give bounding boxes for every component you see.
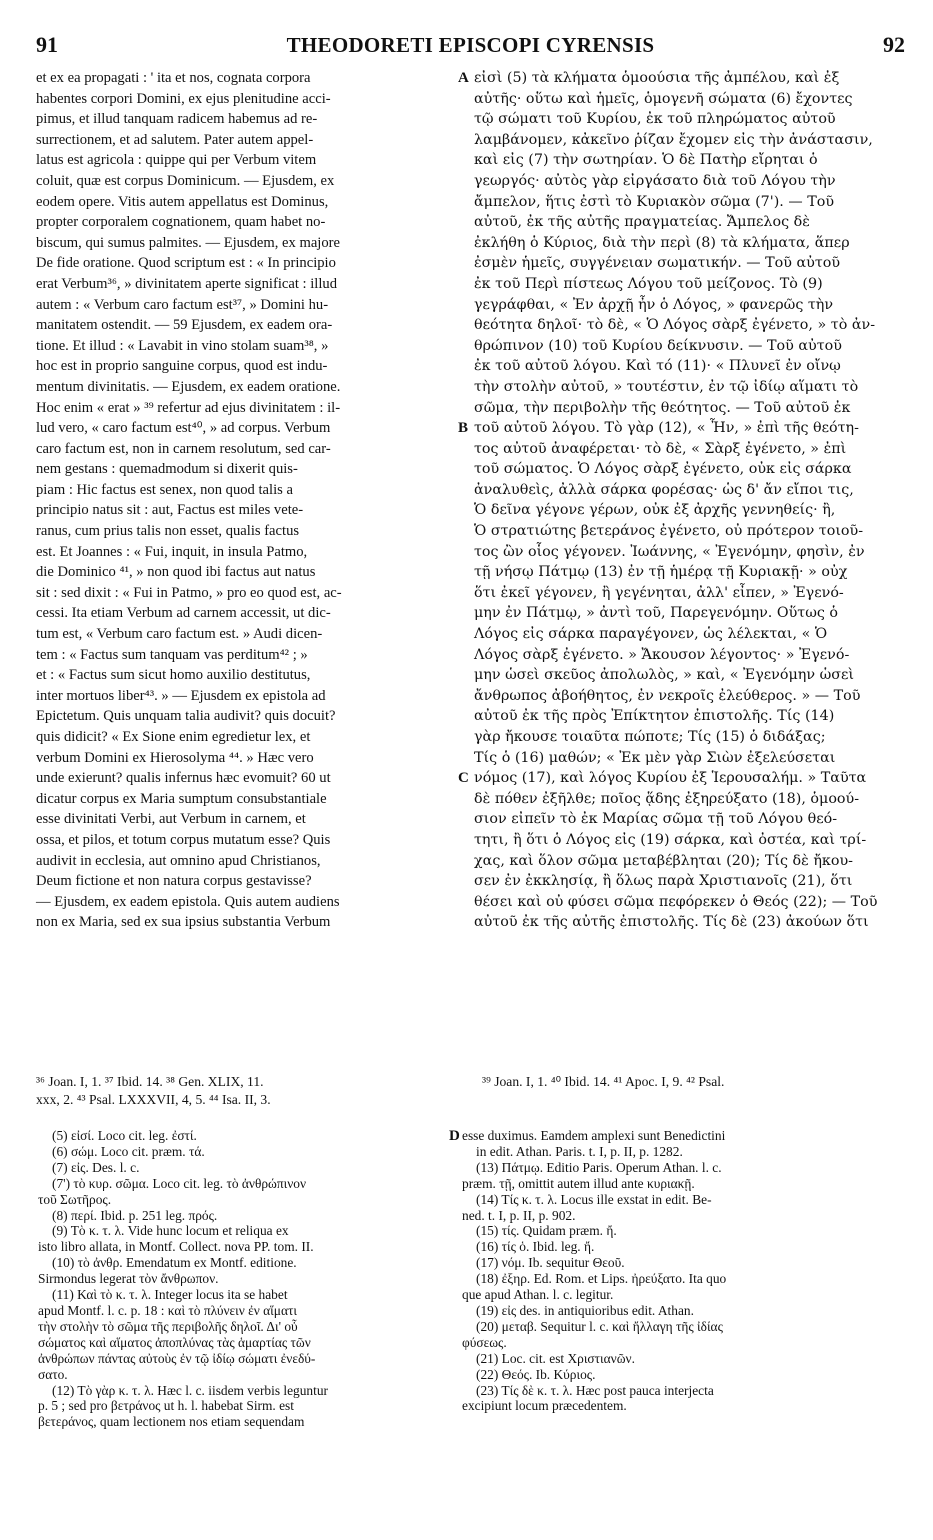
text-line: audivit in ecclesia, aut omnino apud Christianos, xyxy=(36,852,321,869)
text-line: τος αὐτοῦ ἀναφέρεται· τὸ δὲ, « Σὰρξ ἐγένετο, » ἐπὶ xyxy=(474,440,847,457)
text-line: τος ὢν οἷος γέγονεν. Ἰωάννης, « Ἐγενόμην, φησὶν, ἐν xyxy=(474,543,865,560)
text-line: ἀναλυθεὶς, ἀλλὰ σάρκα φορέσας· ὡς δ' ἄν εἴποι τις, xyxy=(474,481,854,498)
text-line: ἐσμὲν ἡμεῖς, συγγένειαν σωματικήν. — Τοῦ αὐτοῦ xyxy=(474,255,841,272)
text-line: τῇ νήσῳ Πάτμῳ (13) ἐν τῇ ἡμέρᾳ τῇ Κυριακῇ· » οὐχ xyxy=(474,564,848,581)
text-line: θρώπινον (10) τοῦ Κυρίου δείκνυσιν. — Τοῦ αὐτοῦ xyxy=(474,337,842,354)
text-line: De fide oratione. Quod scriptum est : « In principio xyxy=(36,255,336,272)
text-line: εἰσὶ (5) τὰ κλήματα ὁμοούσια τῆς ἀμπέλου, καὶ ἐξ xyxy=(474,70,840,86)
footnote-line: τοῦ Σωτῆρος. xyxy=(38,1191,112,1207)
text-line: tem : « Factus sum tanquam vas perditum⁴² ; » xyxy=(36,646,308,663)
running-header xyxy=(36,32,905,64)
footnote-line: βετεράνος, quam lectionem nos etiam sequendam xyxy=(38,1414,305,1430)
text-line: mentum divinitatis. — Ejusdem, ex eadem oratione. xyxy=(36,378,341,395)
text-line: καὶ εἰς (7) τὴν σωτηρίαν. Ὁ δὲ Πατὴρ εἴρηται ὁ xyxy=(474,152,818,169)
text-line: τητι, ἢ ὅτι ὁ Λόγος εἰς (19) σάρκα, καὶ ὀστέα, καὶ τρί- xyxy=(474,831,867,848)
text-line: γὰρ ἤκουσε τοιαῦτα πώποτε; Τίς (15) ὁ διδάξας; xyxy=(474,729,826,745)
text-line: et : « Factus sum sicut homo auxilio destitutus, xyxy=(36,667,311,684)
text-line: αὐτοῦ ἐκ τῆς πρὸς Ἐπίκτητον ἐπιστολῆς. Τίς (14) xyxy=(474,708,835,725)
text-line: Λόγος εἰς σάρκα παραγέγονεν, ὡς λέλεκται, « Ὁ xyxy=(474,626,828,643)
footnote-line: excipiunt locum præcedentem. xyxy=(462,1398,627,1414)
text-line: λαμβάνομεν, κἀκεῖνο ῥίζαν ἔχομεν εἰς τὴν ἀνάστασιν, xyxy=(474,131,873,148)
footnote-line: (5) εἰσί. Loco cit. leg. ἐστί. xyxy=(52,1128,197,1143)
text-line: γεωργός· αὐτὸς γὰρ εἰργάσατο διὰ τοῦ Λόγου τὴν xyxy=(474,172,836,189)
latin-column xyxy=(36,68,456,933)
text-line: inter mortuos liber⁴³. » — Ejusdem ex epistola ad xyxy=(36,687,326,704)
text-line: θέσει καὶ οὐ φύσει σῶμα πεφόρεκεν ὁ Θεός (22); — Τοῦ xyxy=(474,893,878,910)
text-line: Epictetum. Quis unquam talia audivit? quis docuit? xyxy=(36,708,336,725)
text-line: die Dominico ⁴¹, » non quod ibi factus aut natus xyxy=(36,564,316,581)
text-line: αὐτοῦ ἐκ τῆς αὐτῆς ἐπιστολῆς. Τίς δὲ (23) ἀκούων ὅτι xyxy=(474,914,869,931)
text-line: caro factum est, non in carnem resolutum, sed car- xyxy=(36,440,331,457)
text-line: θεότητα δηλοῖ· τὸ δὲ, « Ὁ Λόγος σὰρξ ἐγένετο, » τὸ ἀν- xyxy=(474,317,876,334)
text-line: manitatem ostendit. — 59 Ejusdem, ex eadem ora- xyxy=(36,317,333,334)
text-line: δὲ πόθεν ἐξῆλθε; ποῖος ᾅδης ἐξηρεύξατο (18), ὁμοού- xyxy=(474,790,860,807)
text-line: — Ejusdem, ex eadem epistola. Quis autem audiens xyxy=(36,893,340,910)
text-line: ἄνθρωπος ἀβοήθητος, ἐν νεκροῖς ἐλεύθερος. » — Τοῦ xyxy=(474,687,861,704)
scripture-line: ³⁶ Joan. I, 1. ³⁷ Ibid. 14. ³⁸ Gen. XLIX, 11. xyxy=(36,1074,264,1089)
text-line: dicatur corpus ex Maria sumptum consubstantiale xyxy=(36,790,327,807)
text-line: Deum fictione et non natura corpus gestavisse? xyxy=(36,873,312,890)
text-line: Λόγος σὰρξ ἐγένετο. » Ἄκουσον λέγοντος· » Ἐγενό- xyxy=(474,646,850,663)
footnote-line: (18) ἐξηρ. Ed. Rom. et Lips. ἠρεύξατο. Ita quo xyxy=(476,1271,727,1287)
margin-letter-c: C xyxy=(458,770,469,786)
text-line: erat Verbum³⁶, » divinitatem aperte significat : illud xyxy=(36,275,337,292)
text-line: unde exierunt? qualis infernus hæc evomuit? 60 ut xyxy=(36,770,331,787)
footnote-line: σατο. xyxy=(38,1366,68,1382)
footnote-line: in edit. Athan. Paris. t. I, p. II, p. 1282. xyxy=(476,1143,683,1159)
footnote-line: (11) Καὶ τὸ κ. τ. λ. Integer locus ita se habet xyxy=(52,1287,288,1303)
footnote-line: (17) νόμ. Ib. sequitur Θεοῦ. xyxy=(476,1255,625,1271)
text-line: et ex ea propagati : ' ita et nos, cognata corpora xyxy=(36,70,311,86)
footnote-line: apud Montf. l. c. p. 18 : καὶ τὸ πλύνειν ἐν αἵματι xyxy=(38,1302,297,1318)
text-line: χας, καὶ ὅλον σῶμα μεταβέβληται (20); Τίς δὲ ἤκου- xyxy=(474,852,853,869)
scripture-line: xxx, 2. ⁴³ Psal. LXXXVII, 4, 5. ⁴⁴ Isa. II, 3. xyxy=(36,1092,271,1107)
footnote-line: (19) εἰς des. in antiquioribus edit. Athan. xyxy=(476,1302,694,1318)
footnote-line: (9) Τὸ κ. τ. λ. Vide hunc locum et reliqua ex xyxy=(52,1223,289,1239)
footnote-line: (6) σώμ. Loco cit. præm. τά. xyxy=(52,1143,205,1159)
text-line: ἐκ τοῦ Περὶ πίστεως Λόγου τοῦ μείζονος. Τὸ (9) xyxy=(474,275,823,292)
footnote-line: σώματος καὶ αἵματος ἀποπλύνας τὰς ἁμαρτίας τῶν xyxy=(38,1334,311,1350)
footnote-line: (21) Loc. cit. est Χριστιανῶν. xyxy=(476,1350,635,1366)
page-number-left: 91 xyxy=(36,32,58,57)
footnote-line: (7) εἰς. Des. l. c. xyxy=(52,1159,140,1175)
text-line: habentes corpori Domini, ex ejus plenitudine acci- xyxy=(36,90,331,107)
text-line: Τίς ὁ (16) μαθών; « Ἐκ μὲν γὰρ Σιὼν ἐξελεύσεται xyxy=(474,749,836,766)
footnote-line: (23) Τίς δὲ κ. τ. λ. Hæc post pauca interjecta xyxy=(476,1382,714,1398)
footnote-line: que apud Athan. l. c. legitur. xyxy=(462,1287,614,1303)
footnote-line: esse duximus. Eamdem amplexi sunt Benedictini xyxy=(462,1128,726,1143)
text-line: pimus, et illud tanquam radicem habemus ad re- xyxy=(36,111,318,128)
text-line: σιον εἰπεῖν τὸ ἐκ Μαρίας σῶμα τῇ τοῦ Λόγου θεό- xyxy=(474,811,838,828)
text-line: est. Et Joannes : « Fui, inquit, in insula Patmo, xyxy=(36,543,308,560)
text-line: esse divinitati Verbi, aut Verbum in carnem, et xyxy=(36,811,306,828)
text-line: sit : sed dixit : « Fui in Patmo, » pro eo quod est, ac- xyxy=(36,584,342,601)
footnote-line: (12) Τὸ γὰρ κ. τ. λ. Hæc l. c. iisdem verbis leguntur xyxy=(52,1382,329,1398)
text-line: quis didicit? « Ex Sione enim egredietur lex, et xyxy=(36,729,311,745)
text-line: nem gestans : quemadmodum si dixerit quis- xyxy=(36,461,298,478)
text-line: hoc est in proprio sanguine corpus, quod est indu- xyxy=(36,358,328,375)
text-line: ranus, cum prius talis non esset, qualis factus xyxy=(36,523,300,540)
text-line: ἐκλήθη ὁ Κύριος, διὰ τὴν περὶ (8) τὰ κλήματα, ἅπερ xyxy=(474,234,850,251)
text-line: γεγράφθαι, « Ἐν ἀρχῇ ἦν ὁ Λόγος, » φανερῶς τὴν xyxy=(474,296,834,313)
text-line: τὴν στολὴν αὐτοῦ, » τουτέστιν, ἐν τῷ ἰδίῳ αἵματι τὸ xyxy=(474,378,859,395)
footnote-line: p. 5 ; sed pro βετράνος ut h. l. habebat Sirm. est xyxy=(38,1398,294,1414)
text-line: tum est, « Verbum caro factum est. » Audi dicen- xyxy=(36,626,323,643)
footnote-line: (8) περί. Ibid. p. 251 leg. πρός. xyxy=(52,1207,218,1223)
text-line: piam : Hic factus est senex, non quod talis a xyxy=(36,481,293,498)
text-line: ἄμπελον, ἥτις ἐστὶ τὸ Κυριακὸν σῶμα (7'). — Τοῦ xyxy=(474,193,835,210)
scripture-line: ³⁹ Joan. I, 1. ⁴⁰ Ibid. 14. ⁴¹ Apoc. I, 9. ⁴² Psal. xyxy=(482,1074,725,1089)
text-line: μην ἐν Πάτμῳ, » ἀντὶ τοῦ, Παρεγενόμην. Οὕτως ὁ xyxy=(474,605,839,622)
text-line: νόμος (17), καὶ λόγος Κυρίου ἐξ Ἱερουσαλήμ. » Ταῦτα xyxy=(474,770,867,787)
text-line: αὐτῆς· οὕτω καὶ ἡμεῖς, ὁμογενῆ σώματα (6) ἔχοντες xyxy=(474,90,853,107)
text-line: latus est agricola : quippe qui per Verbum vitem xyxy=(36,152,317,169)
footnote-line: Sirmondus legerat τὸν ἄνθρωπον. xyxy=(38,1271,219,1287)
text-line: σεν ἐν ἐκκλησίᾳ, ἢ ὅλως παρὰ Χριστιανοῖς (21), ὅτι xyxy=(474,873,853,890)
text-line: σῶμα, τὴν περιβολὴν τῆς θεότητος. — Τοῦ αὐτοῦ ἐκ xyxy=(474,399,851,416)
text-line: tione. Et illud : « Lavabit in vino stolam suam³⁸, » xyxy=(36,337,329,354)
scripture-right xyxy=(482,1073,922,1091)
margin-letter-a: A xyxy=(458,70,469,86)
text-line: non ex Maria, sed ex sua ipsius substantia Verbum xyxy=(36,914,331,931)
footnote-line: τὴν στολὴν τὸ σῶμα τῆς περιβολῆς δηλοῖ. Δι' οὗ xyxy=(38,1318,298,1334)
footnote-line: isto libro allata, in Montf. Collect. nova PP. tom. II. xyxy=(38,1239,314,1255)
text-line: ὅτι ἐκεῖ γέγονεν, ἢ γεγένηται, ἀλλ' εἶπεν, » Ἐγενό- xyxy=(474,584,844,601)
footnote-line: (7') τὸ κυρ. σῶμα. Loco cit. leg. τὸ ἀνθρώπινον xyxy=(52,1175,307,1191)
footnote-line: (14) Τίς κ. τ. λ. Locus ille exstat in edit. Be- xyxy=(476,1191,712,1207)
footnote-line: (22) Θεός. Ib. Κύριος. xyxy=(476,1366,596,1382)
footnote-line: (15) τίς. Quidam præm. ἤ. xyxy=(476,1223,617,1239)
footnote-line: (10) τὸ ἀνθρ. Emendatum ex Montf. editione. xyxy=(52,1255,297,1271)
text-line: verbum Domini ex Hierosolyma ⁴⁴. » Hæc vero xyxy=(36,749,314,766)
page-number-right: 92 xyxy=(882,32,905,57)
text-line: ossa, et pilos, et totum corpus mutatum esse? Quis xyxy=(36,831,331,848)
margin-letter-d: D xyxy=(449,1128,460,1144)
text-line: cessi. Ita etiam Verbum ad carnem accessit, ut dic- xyxy=(36,605,331,622)
footnote-line: (20) μεταβ. Sequitur l. c. καὶ ἤλλαγη τῆς ἰδίας xyxy=(476,1318,723,1334)
greek-column xyxy=(474,68,906,933)
text-line: αὐτοῦ, ἐκ τῆς αὐτῆς πραγματείας. Ἄμπελος δὲ xyxy=(474,214,810,231)
text-line: ἐκ τοῦ αὐτοῦ λόγου. Καὶ τό (11)· « Πλυνεῖ ἐν οἴνῳ xyxy=(474,358,841,375)
footnote-line: ned. t. I, p. II, p. 902. xyxy=(462,1207,576,1223)
text-line: principio natus sit : aut, Factus est miles vete- xyxy=(36,502,304,519)
text-line: eodem opere. Vitis autem appellatus est Dominus, xyxy=(36,193,329,210)
scripture-left xyxy=(36,1073,456,1109)
text-line: Ὁ δεῖνα γέγονε γέρων, οὐκ ἐξ ἀρχῆς γεννηθείς· ἢ, xyxy=(474,502,836,519)
text-line: surrectionem, et ad salutem. Pater autem appel- xyxy=(36,131,314,148)
text-line: τῷ σώματι τοῦ Κυρίου, ἐκ τοῦ πληρώματος αὐτοῦ xyxy=(474,111,836,128)
footnote-line: ἀνθρώπων πάντας αὐτοὺς ἐν τῷ ἰδίῳ σώματι ἐνεδύ- xyxy=(38,1350,316,1366)
text-line: Hoc enim « erat » ³⁹ refertur ad ejus divinitatem : il- xyxy=(36,399,341,416)
text-line: τοῦ σώματος. Ὁ Λόγος σὰρξ ἐγένετο, οὐκ εἰς σάρκα xyxy=(474,461,852,478)
margin-letter-b: B xyxy=(458,420,469,436)
footnote-line: (13) Πάτμῳ. Editio Paris. Operum Athan. l. c. xyxy=(476,1159,722,1175)
footnotes-right xyxy=(462,1128,904,1414)
footnote-line: (16) τίς ὁ. Ibid. leg. ἤ. xyxy=(476,1239,595,1255)
text-line: Ὁ στρατιώτης βετεράνος ἐγένετο, οὐ πρότερον τοιοῦ- xyxy=(474,523,864,540)
text-line: autem : « Verbum caro factum est³⁷, » Domini hu- xyxy=(36,296,329,313)
text-line: propter corporalem cognationem, quam habet no- xyxy=(36,214,326,231)
text-line: biscum, qui sumus palmites. — Ejusdem, ex majore xyxy=(36,234,340,251)
text-line: coluit, quæ est corpus Dominicum. — Ejusdem, ex xyxy=(36,172,335,189)
text-line: τοῦ αὐτοῦ λόγου. Τὸ γὰρ (12), « Ἦν, » ἐπὶ τῆς θεότη- xyxy=(474,420,859,437)
footnote-line: φύσεως. xyxy=(462,1334,507,1350)
running-title: THEODORETI EPISCOPI CYRENSIS xyxy=(286,33,655,57)
footnote-line: præm. τῇ, omittit autem illud ante κυριακῇ. xyxy=(462,1175,695,1191)
text-line: μην ὡσεὶ σκεῦος ἀπολωλὸς, » καὶ, « Ἐγενόμην ὡσεὶ xyxy=(474,667,854,684)
footnotes-left xyxy=(38,1128,456,1430)
text-line: lud vero, « caro factum est⁴⁰, » ad corpus. Verbum xyxy=(36,420,331,437)
